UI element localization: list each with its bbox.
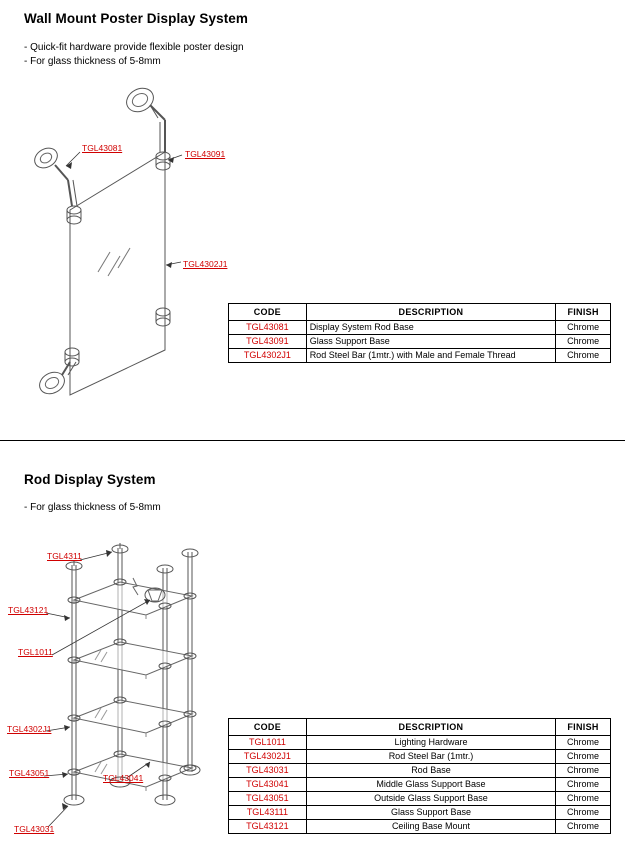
cell-finish: Chrome (556, 764, 611, 778)
cell-description: Lighting Hardware (306, 736, 555, 750)
cell-code: TGL1011 (229, 736, 307, 750)
table-row (229, 820, 611, 834)
cell-code: TGL4302J1 (229, 349, 307, 363)
cell-code: TGL4302J1 (229, 750, 307, 764)
cell-code: TGL43081 (229, 321, 307, 335)
section-title-rod-display: Rod Display System (24, 472, 156, 487)
cell-code: TGL43091 (229, 335, 307, 349)
drawing-label-tgl43051: TGL43051 (9, 768, 50, 778)
table-row (229, 764, 611, 778)
cell-description: Ceiling Base Mount (306, 820, 555, 834)
cell-description: Display System Rod Base (306, 321, 556, 335)
cell-finish: Chrome (556, 806, 611, 820)
drawing-label-tgl43041: TGL43041 (103, 773, 144, 783)
table-row (229, 778, 611, 792)
cell-finish: Chrome (556, 349, 611, 363)
cell-finish: Chrome (556, 736, 611, 750)
column-header-code: CODE (229, 719, 307, 736)
cell-description: Middle Glass Support Base (306, 778, 555, 792)
drawing-label-tgl43031: TGL43031 (14, 824, 55, 834)
cell-description: Rod Steel Bar (1mtr.) (306, 750, 555, 764)
column-header-description: DESCRIPTION (306, 304, 556, 321)
feature-item: - For glass thickness of 5-8mm (24, 56, 161, 67)
spec-table-rod-display (228, 718, 611, 834)
drawing-label-tgl1011: TGL1011 (18, 647, 53, 657)
drawing-label-tgl43121: TGL43121 (8, 605, 49, 615)
cell-finish: Chrome (556, 820, 611, 834)
table-row (229, 792, 611, 806)
feature-item: - Quick-fit hardware provide flexible poster design (24, 42, 244, 53)
column-header-finish: FINISH (556, 304, 611, 321)
cell-code: TGL43121 (229, 820, 307, 834)
cell-description: Rod Base (306, 764, 555, 778)
column-header-code: CODE (229, 304, 307, 321)
cell-finish: Chrome (556, 750, 611, 764)
table-header-row (229, 719, 611, 736)
cell-finish: Chrome (556, 792, 611, 806)
drawing-label-tgl4302j1: TGL4302J1 (183, 259, 228, 269)
cell-description: Rod Steel Bar (1mtr.) with Male and Female Thread (306, 349, 556, 363)
drawing-label-tgl43091: TGL43091 (185, 149, 226, 159)
drawing-label-tgl4311: TGL4311 (47, 551, 82, 561)
cell-code: TGL43041 (229, 778, 307, 792)
cell-finish: Chrome (556, 778, 611, 792)
cell-description: Outside Glass Support Base (306, 792, 555, 806)
cell-code: TGL43051 (229, 792, 307, 806)
table-row (229, 750, 611, 764)
table-row (229, 736, 611, 750)
column-header-description: DESCRIPTION (306, 719, 555, 736)
cell-description: Glass Support Base (306, 806, 555, 820)
cell-code: TGL43031 (229, 764, 307, 778)
cell-finish: Chrome (556, 321, 611, 335)
cell-code: TGL43111 (229, 806, 307, 820)
page-title: Wall Mount Poster Display System (24, 11, 248, 26)
drawing-label-tgl43081: TGL43081 (82, 143, 123, 153)
column-header-finish: FINISH (556, 719, 611, 736)
table-row (229, 806, 611, 820)
drawing-label-tgl4302j1: TGL4302J1 (7, 724, 52, 734)
cell-finish: Chrome (556, 335, 611, 349)
feature-item: - For glass thickness of 5-8mm (24, 502, 161, 513)
cell-description: Glass Support Base (306, 335, 556, 349)
